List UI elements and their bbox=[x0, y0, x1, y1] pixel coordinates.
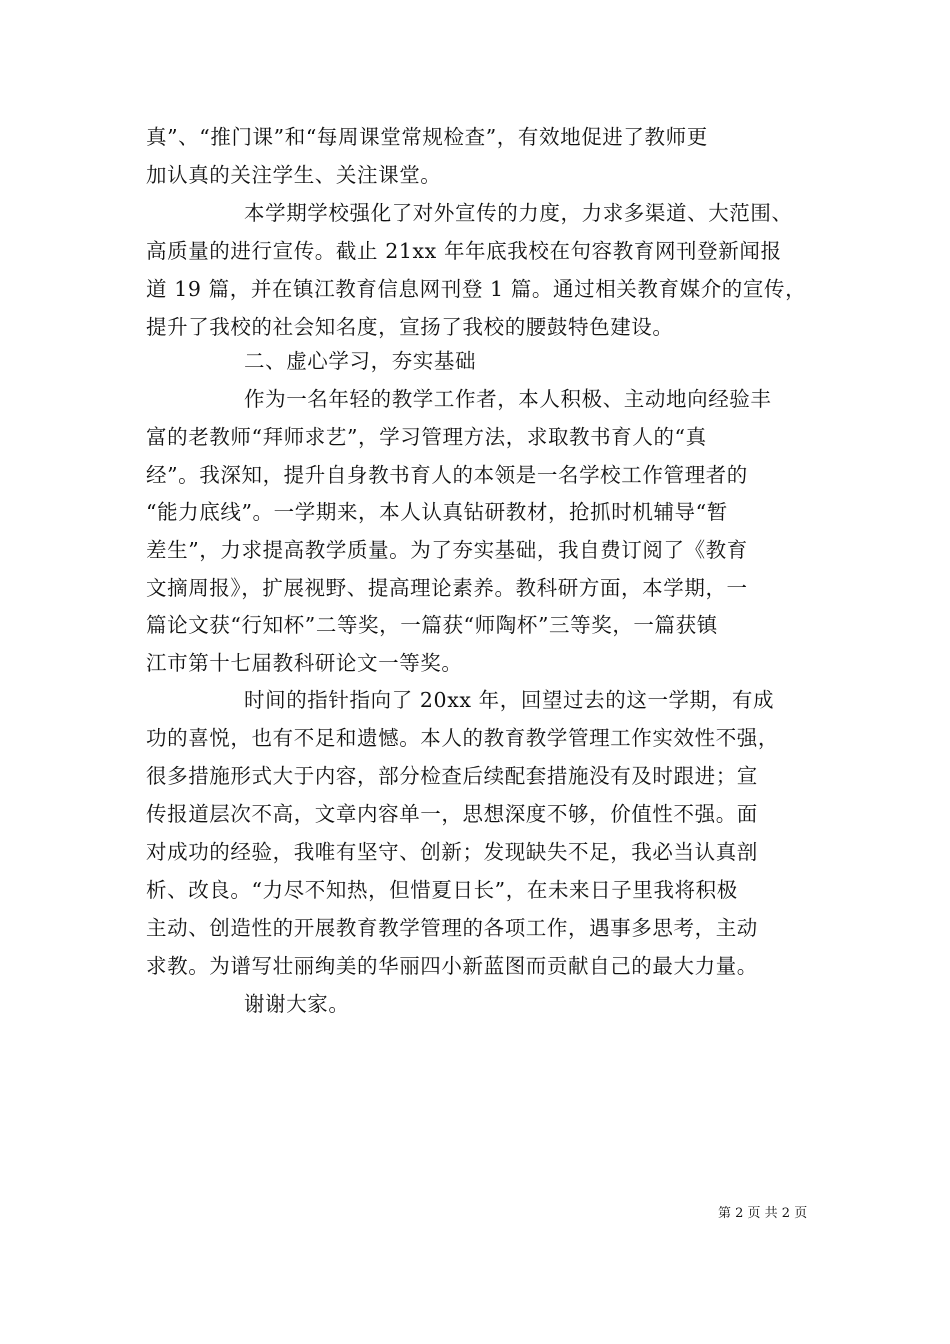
text-line: 篇论文获“行知杯”二等奖，一篇获“师陶杯”三等奖，一篇获镇 bbox=[146, 613, 718, 637]
text-line: 经”。我深知，提升自身教书育人的本领是一名学校工作管理者的 bbox=[146, 463, 748, 487]
section-heading: 二、虚心学习，夯实基础 bbox=[244, 349, 477, 373]
paragraph-first-line: 时间的指针指向了 20xx 年，回望过去的这一学期，有成 bbox=[244, 688, 775, 712]
text-line: 提升了我校的社会知名度，宣扬了我校的腰鼓特色建设。 bbox=[146, 315, 674, 339]
text-line: 求教。为谱写壮丽绚美的华丽四小新蓝图而贡献自己的最大力量。 bbox=[146, 954, 758, 978]
text-line: 主动、创造性的开展教育教学管理的各项工作，遇事多思考，主动 bbox=[146, 916, 758, 940]
text-line: 道 19 篇，并在镇江教育信息网刊登 1 篇。通过相关教育媒介的宣传， bbox=[146, 277, 807, 301]
text-line: 加认真的关注学生、关注课堂。 bbox=[146, 163, 442, 187]
page-number: 第 2 页 共 2 页 bbox=[718, 1206, 808, 1221]
closing-line: 谢谢大家。 bbox=[244, 992, 350, 1016]
text-line: 传报道层次不高，文章内容单一，思想深度不够，价值性不强。面 bbox=[146, 802, 758, 826]
text-line: 富的老教师“拜师求艺”，学习管理方法，求取教书育人的“真 bbox=[146, 425, 707, 449]
text-line: 对成功的经验，我唯有坚守、创新；发现缺失不足，我必当认真剖 bbox=[146, 840, 758, 864]
text-line: 江市第十七届教科研论文一等奖。 bbox=[146, 651, 463, 675]
text-line: 功的喜悦，也有不足和遗憾。本人的教育教学管理工作实效性不强， bbox=[146, 726, 779, 750]
text-line: “能力底线”。一学期来，本人认真钻研教材，抢抓时机辅导“暂 bbox=[146, 500, 728, 524]
paragraph-first-line: 本学期学校强化了对外宣传的力度，力求多渠道、大范围、 bbox=[244, 201, 793, 225]
paragraph-first-line: 作为一名年轻的教学工作者，本人积极、主动地向经验丰 bbox=[244, 387, 772, 411]
text-line: 文摘周报》，扩展视野、提高理论素养。教科研方面，本学期，一 bbox=[146, 576, 748, 600]
text-line: 真”、“推门课”和“每周课堂常规检查”，有效地促进了教师更 bbox=[146, 125, 708, 149]
text-line: 高质量的进行宣传。截止 21xx 年年底我校在句容教育网刊登新闻报 bbox=[146, 239, 782, 263]
text-line: 很多措施形式大于内容，部分检查后续配套措施没有及时跟进；宣 bbox=[146, 764, 758, 788]
text-line: 析、改良。“力尽不知热，但惜夏日长”，在未来日子里我将积极 bbox=[146, 878, 738, 902]
text-line: 差生”，力求提高教学质量。为了夯实基础，我自费订阅了《教育 bbox=[146, 538, 748, 562]
